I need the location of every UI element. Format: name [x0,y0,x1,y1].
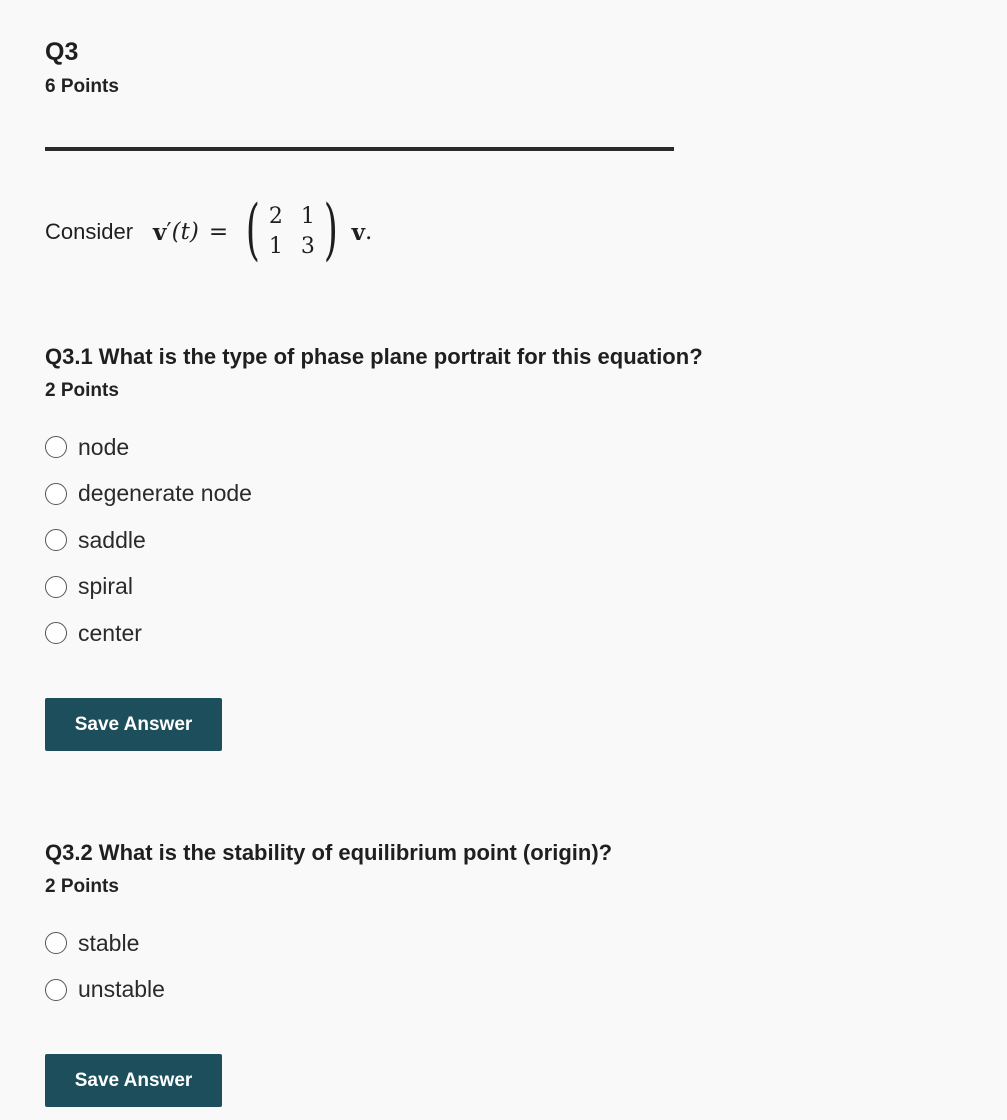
question-points: 6 Points [45,76,119,97]
equation-equals: = [208,219,229,245]
equation-lhs-prime: ′ [166,219,172,245]
option-degenerate-node[interactable] [45,471,252,518]
subquestion-1-title: Q3.1 What is the type of phase plane portrait for this equation? [45,344,703,369]
equation-lhs-var: (t) [171,219,199,245]
option-unstable[interactable] [45,967,165,1014]
matrix-cell: 3 [300,234,315,259]
radio-button[interactable] [45,576,67,598]
matrix-cell: 1 [300,204,315,229]
subquestion-2-points: 2 Points [45,876,119,897]
equation-rhs-symbol: v [351,218,366,246]
subquestion-1-points: 2 Points [45,380,119,401]
matrix-cell: 2 [268,204,283,229]
save-answer-button-1[interactable]: Save Answer [45,698,222,751]
radio-button[interactable] [45,932,67,954]
right-paren: ) [323,191,338,268]
equation-rhs-period: . [365,219,373,245]
radio-button[interactable] [45,622,67,644]
save-answer-button-2[interactable]: Save Answer [45,1054,222,1107]
option-spiral[interactable] [45,564,252,611]
question-prompt [45,191,373,268]
option-label: spiral [78,573,133,600]
option-label: center [78,619,142,646]
coefficient-matrix [260,202,324,262]
equation [153,191,373,268]
option-label: saddle [78,526,146,553]
option-label: node [78,433,130,460]
option-stable[interactable] [45,920,165,967]
left-paren: ( [245,191,261,268]
matrix-cell: 1 [268,234,283,259]
radio-button[interactable] [45,436,67,458]
subquestion-2-title: Q3.2 What is the stability of equilibrium point (origin)? [45,840,613,865]
question-title: Q3 [45,38,79,66]
option-saddle[interactable] [45,517,252,564]
radio-button[interactable] [45,529,67,551]
option-label: stable [78,929,140,956]
option-center[interactable] [45,610,252,657]
equation-lhs-symbol: v [153,218,167,246]
option-label: unstable [78,976,165,1003]
divider [45,147,674,151]
option-node[interactable] [45,424,252,471]
consider-text: Consider [45,219,134,244]
option-label: degenerate node [78,480,252,507]
subquestion-2-options [45,920,165,1013]
radio-button[interactable] [45,979,67,1001]
subquestion-1-options [45,424,252,657]
radio-button[interactable] [45,483,67,505]
